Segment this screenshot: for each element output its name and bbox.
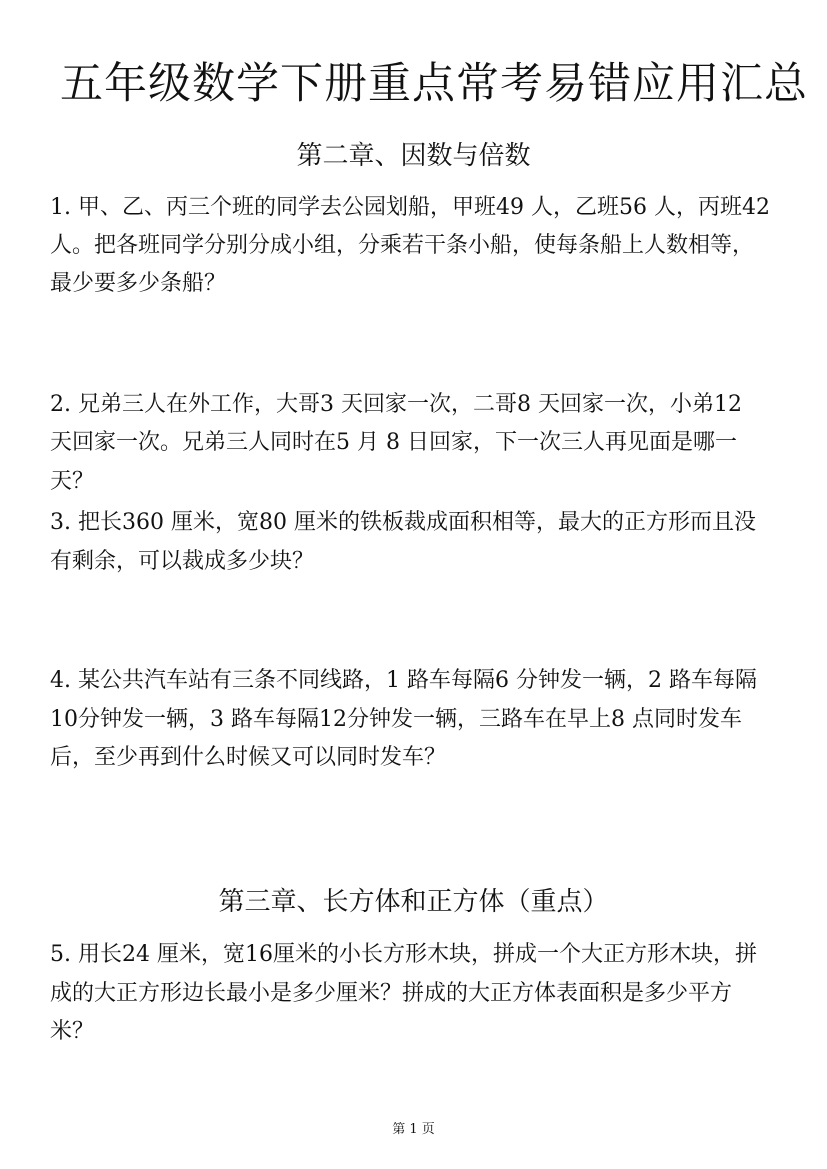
question-1-line-2: 人。把各班同学分别分成小组，分乘若干条小船，使每条船上人数相等， [50,233,755,258]
page-number: 第 1 页 [392,1122,435,1137]
question-5-line-2: 成的大正方形边长最小是多少厘米？拼成的大正方体表面积是多少平方 [50,981,733,1006]
question-5-line-1: 5. 用长24 厘米，宽16厘米的小长方形木块，拼成一个大正方形木块，拼 [50,942,757,967]
question-2-line-2: 天回家一次。兄弟三人同时在5 月 8 日回家，下一次三人再见面是哪一 [50,430,737,455]
question-4-line-3: 后，至少再到什么时候又可以同时发车？ [50,745,447,770]
question-1-line-3: 最少要多少条船？ [50,271,227,296]
chapter-heading-3: 第三章、长方体和正方体（重点） [218,887,609,917]
document-title: 五年级数学下册重点常考易错应用汇总 [60,59,808,109]
question-2-line-3: 天？ [50,469,95,494]
question-4-line-1: 4. 某公共汽车站有三条不同线路，1 路车每隔6 分钟发一辆，2 路车每隔 [50,668,757,693]
chapter-heading-2: 第二章、因数与倍数 [296,141,531,171]
question-3-line-2: 有剩余，可以裁成多少块？ [50,549,315,574]
question-3-line-1: 3. 把长360 厘米，宽80 厘米的铁板裁成面积相等，最大的正方形而且没 [50,510,756,535]
question-5-line-3: 米？ [50,1019,95,1044]
question-4-line-2: 10分钟发一辆，3 路车每隔12分钟发一辆，三路车在早上8 点同时发车 [50,707,742,732]
question-2-line-1: 2. 兄弟三人在外工作，大哥3 天回家一次，二哥8 天回家一次，小弟12 [50,392,742,417]
question-1-line-1: 1. 甲、乙、丙三个班的同学去公园划船，甲班49 人，乙班56 人，丙班42 [50,195,770,220]
